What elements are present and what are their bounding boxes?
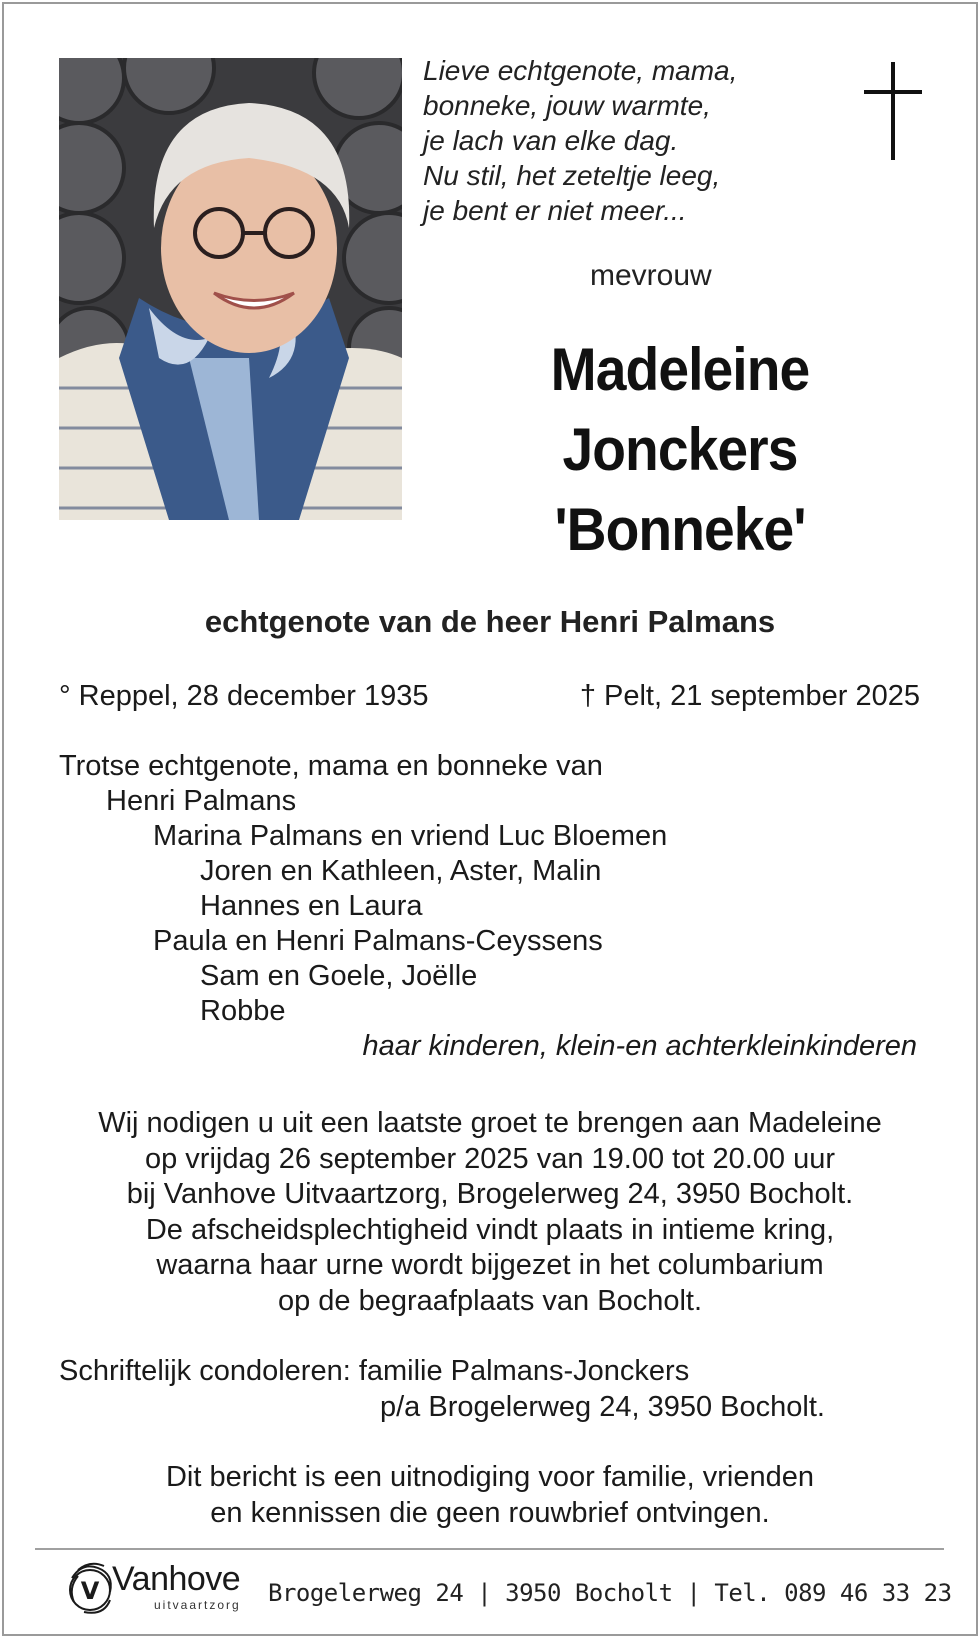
condolence-line: Schriftelijk condoleren: familie Palmans-Jonckers xyxy=(59,1355,690,1387)
invitation-line: bij Vanhove Uitvaartzorg, Brogelerweg 24, 3950 Bocholt. xyxy=(126,1178,854,1210)
poem-line: Lieve echtgenote, mama, xyxy=(423,55,738,86)
poem-line: je bent er niet meer... xyxy=(423,195,687,226)
brand-subtitle: uitvaartzorg xyxy=(154,1598,241,1612)
family-member: Joren en Kathleen, Aster, Malin xyxy=(200,855,602,887)
nickname: 'Bonneke' xyxy=(554,496,806,563)
family-member: Hannes en Laura xyxy=(200,890,423,922)
invitation-line: op vrijdag 26 september 2025 van 19.00 tot 20.00 uur xyxy=(144,1142,836,1175)
notice-line: en kennissen die geen rouwbrief ontvingen. xyxy=(210,1496,770,1529)
notice xyxy=(0,1460,980,1531)
invitation-line: op de begraafplaats van Bocholt. xyxy=(277,1284,703,1317)
vanhove-logo-icon xyxy=(64,1558,116,1618)
invitation xyxy=(0,1106,980,1319)
family-closing: haar kinderen, klein-en achterkleinkinderen xyxy=(362,1030,917,1062)
family-member: Marina Palmans en vriend Luc Bloemen xyxy=(153,820,668,852)
last-name: Jonckers xyxy=(562,416,798,483)
cross-icon xyxy=(864,62,924,160)
death-info: † Pelt, 21 september 2025 xyxy=(579,680,920,712)
brand-name: Vanhove xyxy=(112,1560,241,1598)
family-member: Sam en Goele, Joëlle xyxy=(200,960,478,992)
family-member: Paula en Henri Palmans-Ceyssens xyxy=(153,925,603,957)
family-member: Robbe xyxy=(200,995,286,1027)
first-name: Madeleine xyxy=(550,336,810,403)
footer-contact: Brogelerweg 24 | 3950 Bocholt | Tel. 089 46 33 23 xyxy=(268,1579,952,1607)
poem-line: Nu stil, het zeteltje leeg, xyxy=(423,160,721,191)
vanhove-logo xyxy=(64,1558,264,1624)
spouse-line: echtgenote van de heer Henri Palmans xyxy=(204,604,776,639)
deceased-name xyxy=(496,330,864,570)
condolence-line: p/a Brogelerweg 24, 3950 Bocholt. xyxy=(380,1391,825,1423)
poem xyxy=(423,53,843,228)
invitation-line: waarna haar urne wordt bijgezet in het columbarium xyxy=(156,1249,824,1281)
footer-divider xyxy=(35,1548,944,1550)
honorific: mevrouw xyxy=(590,259,712,292)
invitation-line: Wij nodigen u uit een laatste groet te brengen aan Madeleine xyxy=(98,1107,882,1139)
family-intro: Trotse echtgenote, mama en bonneke van xyxy=(59,750,603,782)
family-member: Henri Palmans xyxy=(106,785,297,817)
birth-info: ° Reppel, 28 december 1935 xyxy=(59,680,429,712)
poem-line: bonneke, jouw warmte, xyxy=(423,90,711,121)
condolence-address xyxy=(59,1353,825,1425)
logo-mark-letter: V xyxy=(80,1577,100,1605)
poem-line: je lach van elke dag. xyxy=(423,125,679,156)
portrait-photo xyxy=(59,58,402,520)
invitation-line: De afscheidsplechtigheid vindt plaats in intieme kring, xyxy=(145,1213,835,1246)
notice-line: Dit bericht is een uitnodiging voor familie, vrienden xyxy=(165,1461,814,1493)
